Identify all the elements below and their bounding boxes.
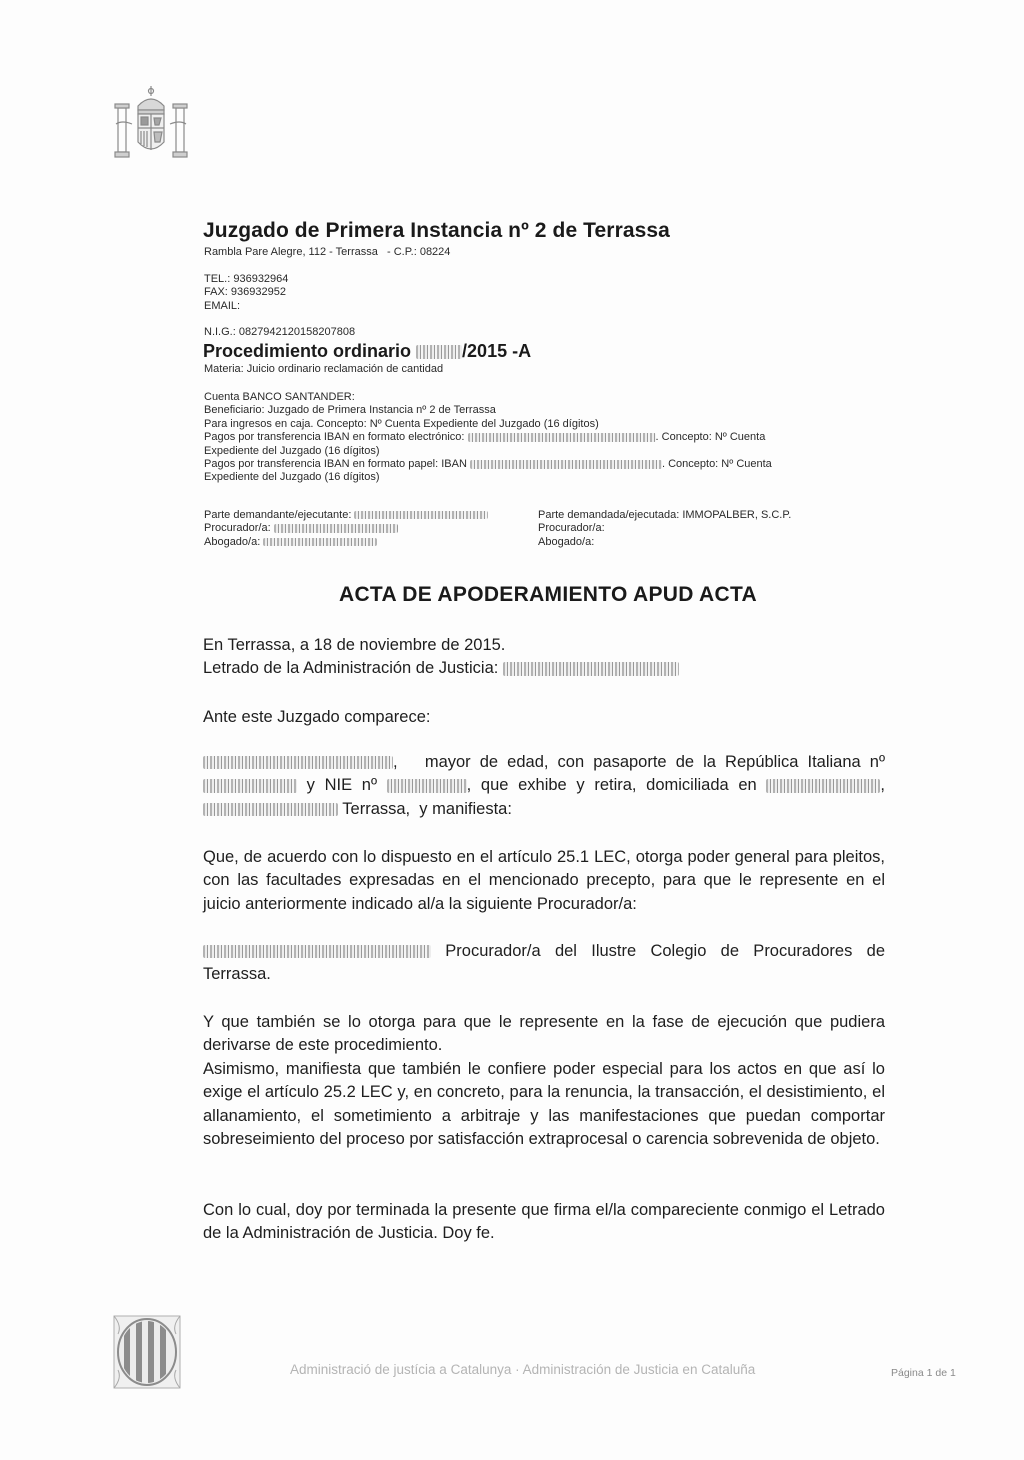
plaintiff-party (204, 509, 488, 549)
court-address: Rambla Pare Alegre, 112 - Terrassa - C.P.: 08224 (204, 246, 451, 258)
redacted-case-number (416, 345, 462, 359)
redacted-nie-number (387, 779, 467, 792)
defendant-procurador-label: Procurador/a: (538, 522, 605, 535)
redacted-plaintiff-abogado (263, 538, 377, 547)
court-tel: TEL.: 936932964 (204, 273, 289, 285)
catalonia-government-logo (112, 1312, 182, 1392)
procurador-text: Procurador/a del Ilustre Colegio de Procuradores de Terrassa. (203, 942, 885, 984)
comparece-text: Ante este Juzgado comparece: (203, 708, 431, 726)
compareciente-text-2c: , (880, 776, 886, 795)
compareciente-text-3: Terrassa, y manifiesta: (338, 799, 512, 818)
paper-concept: . Concepto: Nº Cuenta (661, 458, 772, 471)
nig-number: N.I.G.: 0827942120158207808 (204, 326, 356, 338)
compareciente-paragraph (203, 751, 885, 821)
court-contact (204, 273, 288, 313)
defendant-name: Parte demandada/ejecutada: IMMOPALBER, S.C.P. (538, 509, 792, 521)
defendant-abogado-label: Abogado/a: (538, 535, 595, 548)
letrado-row (203, 657, 885, 680)
procedure-suffix: /2015 -A (462, 341, 532, 361)
plaintiff-abogado-label: Abogado/a: (204, 535, 261, 548)
bank-paper-line2: Expediente del Juzgado (16 dígitos) (204, 471, 380, 484)
procedure-title (203, 341, 531, 362)
poder-general-paragraph: Que, de acuerdo con lo dispuesto en el artículo 25.1 LEC, otorga poder general para pleitos, con las facultades expresadas en el mencionado precepto, para que le represente en el juicio anteriormente indicado al/a la siguiente Procurador/a: (203, 848, 885, 913)
procurador-paragraph (203, 940, 885, 987)
electronic-concept: . Concepto: Nº Cuenta (655, 431, 766, 444)
plaintiff-label: Parte demandante/ejecutante: (204, 509, 352, 521)
redacted-iban-electronic (468, 433, 656, 442)
bank-electronic-payment (204, 431, 834, 444)
compareciente-text-2b: , que exhibe y retira, domiciliada en (466, 776, 767, 795)
redacted-address-2 (203, 803, 338, 816)
court-fax: FAX: 936932952 (204, 286, 286, 299)
place-date: En Terrassa, a 18 de noviembre de 2015. (203, 636, 506, 654)
ejecucion-paragraph: Y que también se lo otorga para que le represente en la fase de ejecución que pudiera derivarse de este procedimiento. (203, 1013, 885, 1055)
poder-especial-paragraph: Asimismo, manifiesta que también le confiere poder especial para los actos en que así lo exige el artículo 25.2 LEC y, en concreto, para la renuncia, la transacción, el desistimiento, el allanamiento, el sometimiento a arbitraje y las manifestaciones que puedan comportar sobreseimiento del proceso por satisfacción extraprocesal o carencia sobrevenida de objeto. (203, 1059, 885, 1149)
paper-iban-label: Pagos por transferencia IBAN en formato papel: IBAN (204, 458, 467, 471)
compareciente-text-2a: y NIE nº (297, 776, 387, 795)
court-email: EMAIL: (204, 299, 241, 312)
redacted-compareciente-name (203, 756, 393, 769)
letrado-label: Letrado de la Administración de Justicia: (203, 659, 499, 678)
procedure-subject: Materia: Juicio ordinario reclamación de cantidad (204, 363, 444, 375)
bank-info (204, 391, 834, 485)
plaintiff-procurador-label: Procurador/a: (204, 522, 271, 535)
bank-electronic-line2: Expediente del Juzgado (16 dígitos) (204, 444, 380, 457)
compareciente-text-1: , mayor de edad, con pasaporte de la República Italiana nº (393, 753, 885, 771)
plaintiff-name-row (204, 509, 488, 522)
redacted-plaintiff-name (354, 511, 488, 520)
compareciente-line-3 (203, 798, 885, 821)
plaintiff-abogado-row (204, 536, 488, 549)
compareciente-line-2 (203, 774, 885, 797)
closing-paragraph: Con lo cual, doy por terminada la presente que firma el/la compareciente conmigo el Letrado de la Administración de Justicia. Doy fe. (203, 1201, 885, 1243)
procedure-prefix: Procedimiento ordinario (203, 341, 412, 361)
spain-coat-of-arms-logo (108, 84, 194, 166)
compareciente-line-1 (203, 751, 885, 774)
electronic-iban-label: Pagos por transferencia IBAN en formato electrónico: (204, 431, 465, 444)
redacted-procurador-name (203, 945, 431, 958)
defendant-party (538, 509, 791, 549)
place-date-block (203, 634, 885, 681)
redacted-address-1 (766, 779, 880, 792)
bank-account: Cuenta BANCO SANTANDER: (204, 391, 355, 403)
plaintiff-procurador-row (204, 522, 488, 535)
bank-cash-payment: Para ingresos en caja. Concepto: Nº Cuenta Expediente del Juzgado (16 dígitos) (204, 417, 599, 430)
bank-beneficiary: Beneficiario: Juzgado de Primera Instancia nº 2 de Terrassa (204, 404, 496, 417)
page-number: Página 1 de 1 (891, 1367, 956, 1379)
court-name: Juzgado de Primera Instancia nº 2 de Terrassa (203, 219, 670, 242)
document-title: ACTA DE APODERAMIENTO APUD ACTA (338, 583, 758, 606)
redacted-passport-number (203, 779, 297, 792)
ejecucion-block (203, 1011, 885, 1151)
redacted-plaintiff-procurador (274, 524, 398, 533)
redacted-letrado-name (503, 662, 679, 675)
redacted-iban-paper (470, 460, 662, 469)
footer-administration: Administració de justícia a Catalunya · Administración de Justicia en Cataluña (290, 1362, 756, 1377)
bank-paper-payment (204, 458, 834, 471)
